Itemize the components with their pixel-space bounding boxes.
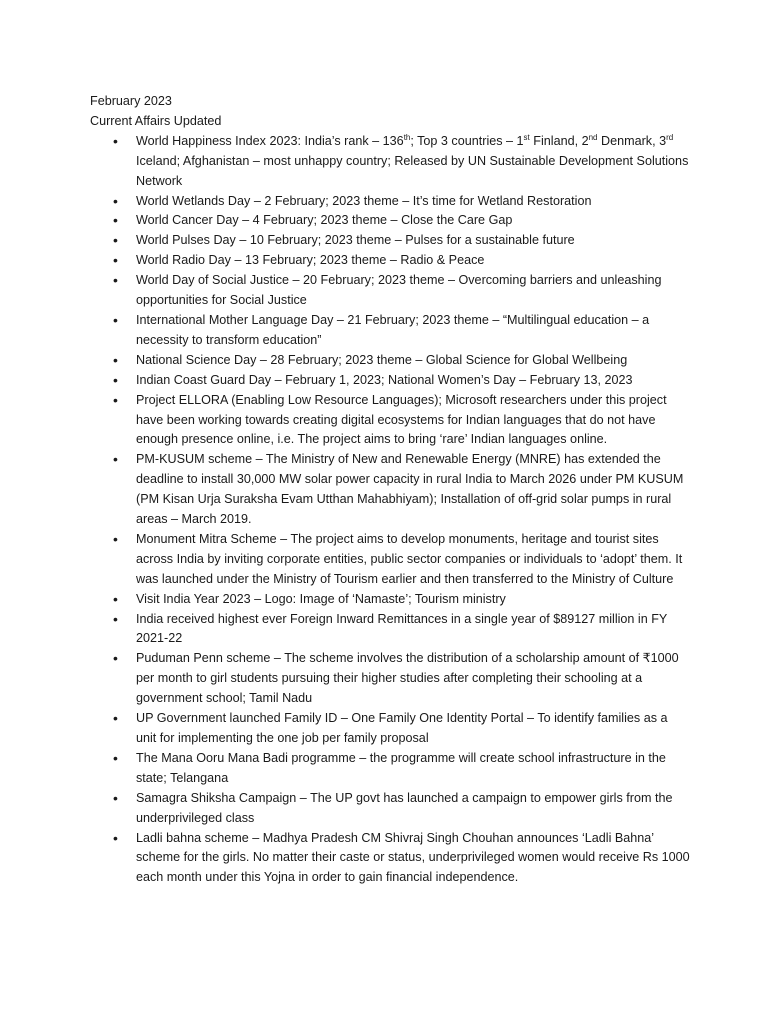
list-item: • Project ELLORA (Enabling Low Resource Languages); Microsoft researchers under this project have been working towards creating digital ecosystems for Indian languages that do not have enough presence online, i.e. The project aims to bring ‘rare’ Indian languages online. (90, 391, 690, 451)
ordinal-suffix: st (523, 132, 530, 142)
list-item: • India received highest ever Foreign Inward Remittances in a single year of $89127 million in FY 2021-22 (90, 610, 690, 650)
list-item: • World Wetlands Day – 2 February; 2023 theme – It’s time for Wetland Restoration (90, 192, 690, 212)
current-affairs-list (90, 132, 690, 888)
item-text-part: World Happiness Index 2023: India’s rank – 136 (136, 133, 404, 148)
ordinal-suffix: nd (588, 132, 598, 142)
list-item: • World Day of Social Justice – 20 February; 2023 theme – Overcoming barriers and unleashing opportunities for Social Justice (90, 271, 690, 311)
document-subtitle: Current Affairs Updated (90, 113, 222, 128)
list-item: • Samagra Shiksha Campaign – The UP govt has launched a campaign to empower girls from the underprivileged class (90, 789, 690, 829)
list-item: • World Cancer Day – 4 February; 2023 theme – Close the Care Gap (90, 211, 690, 231)
item-text-part: Denmark, 3 (597, 133, 667, 148)
list-item: • Ladli bahna scheme – Madhya Pradesh CM Shivraj Singh Chouhan announces ‘Ladli Bahna’ scheme for the girls. No matter their caste or status, underprivileged women would receive Rs 1000 each month under this Yojna in order to gain financial independence. (90, 829, 690, 889)
list-item: • International Mother Language Day – 21 February; 2023 theme – “Multilingual education – a necessity to transform education” (90, 311, 690, 351)
list-item: • Puduman Penn scheme – The scheme involves the distribution of a scholarship amount of ₹1000 per month to girl students pursuing their higher studies after completing their schooling at a government school; Tamil Nadu (90, 649, 690, 709)
list-item: • National Science Day – 28 February; 2023 theme – Global Science for Global Wellbeing (90, 351, 690, 371)
list-item: • PM-KUSUM scheme – The Ministry of New and Renewable Energy (MNRE) has extended the deadline to install 30,000 MW solar power capacity in rural India to March 2026 under PM KUSUM (PM Kisan Urja Suraksha Evam Utthan Mahabhiyam); Installation of off-grid solar pumps in rural areas – March 2019. (90, 450, 690, 530)
item-text-part: Finland, 2 (529, 133, 589, 148)
list-item: • Visit India Year 2023 – Logo: Image of ‘Namaste’; Tourism ministry (90, 590, 690, 610)
list-item: • Monument Mitra Scheme – The project aims to develop monuments, heritage and tourist sites across India by inviting corporate entities, public sector companies or individuals to ‘adopt’ them. It was launched under the Ministry of Tourism earlier and then transferred to the Ministry of Culture (90, 530, 690, 590)
item-text-part: ; Top 3 countries – 1 (410, 133, 524, 148)
document-title: February 2023 (90, 94, 172, 108)
ordinal-suffix: rd (666, 132, 674, 142)
list-item: • World Pulses Day – 10 February; 2023 theme – Pulses for a sustainable future (90, 231, 690, 251)
list-item: • The Mana Ooru Mana Badi programme – the programme will create school infrastructure in the state; Telangana (90, 749, 690, 789)
ordinal-suffix: th (403, 132, 411, 142)
list-item: • World Radio Day – 13 February; 2023 theme – Radio & Peace (90, 251, 690, 271)
list-item: • UP Government launched Family ID – One Family One Identity Portal – To identify families as a unit for implementing the one job per family proposal (90, 709, 690, 749)
item-text-part: Iceland; Afghanistan – most unhappy country; Released by UN Sustainable Development Solutions Network (136, 153, 689, 188)
list-item: • Indian Coast Guard Day – February 1, 2023; National Women’s Day – February 13, 2023 (90, 371, 690, 391)
document-content (90, 92, 690, 888)
list-item-happiness-index (90, 132, 690, 192)
